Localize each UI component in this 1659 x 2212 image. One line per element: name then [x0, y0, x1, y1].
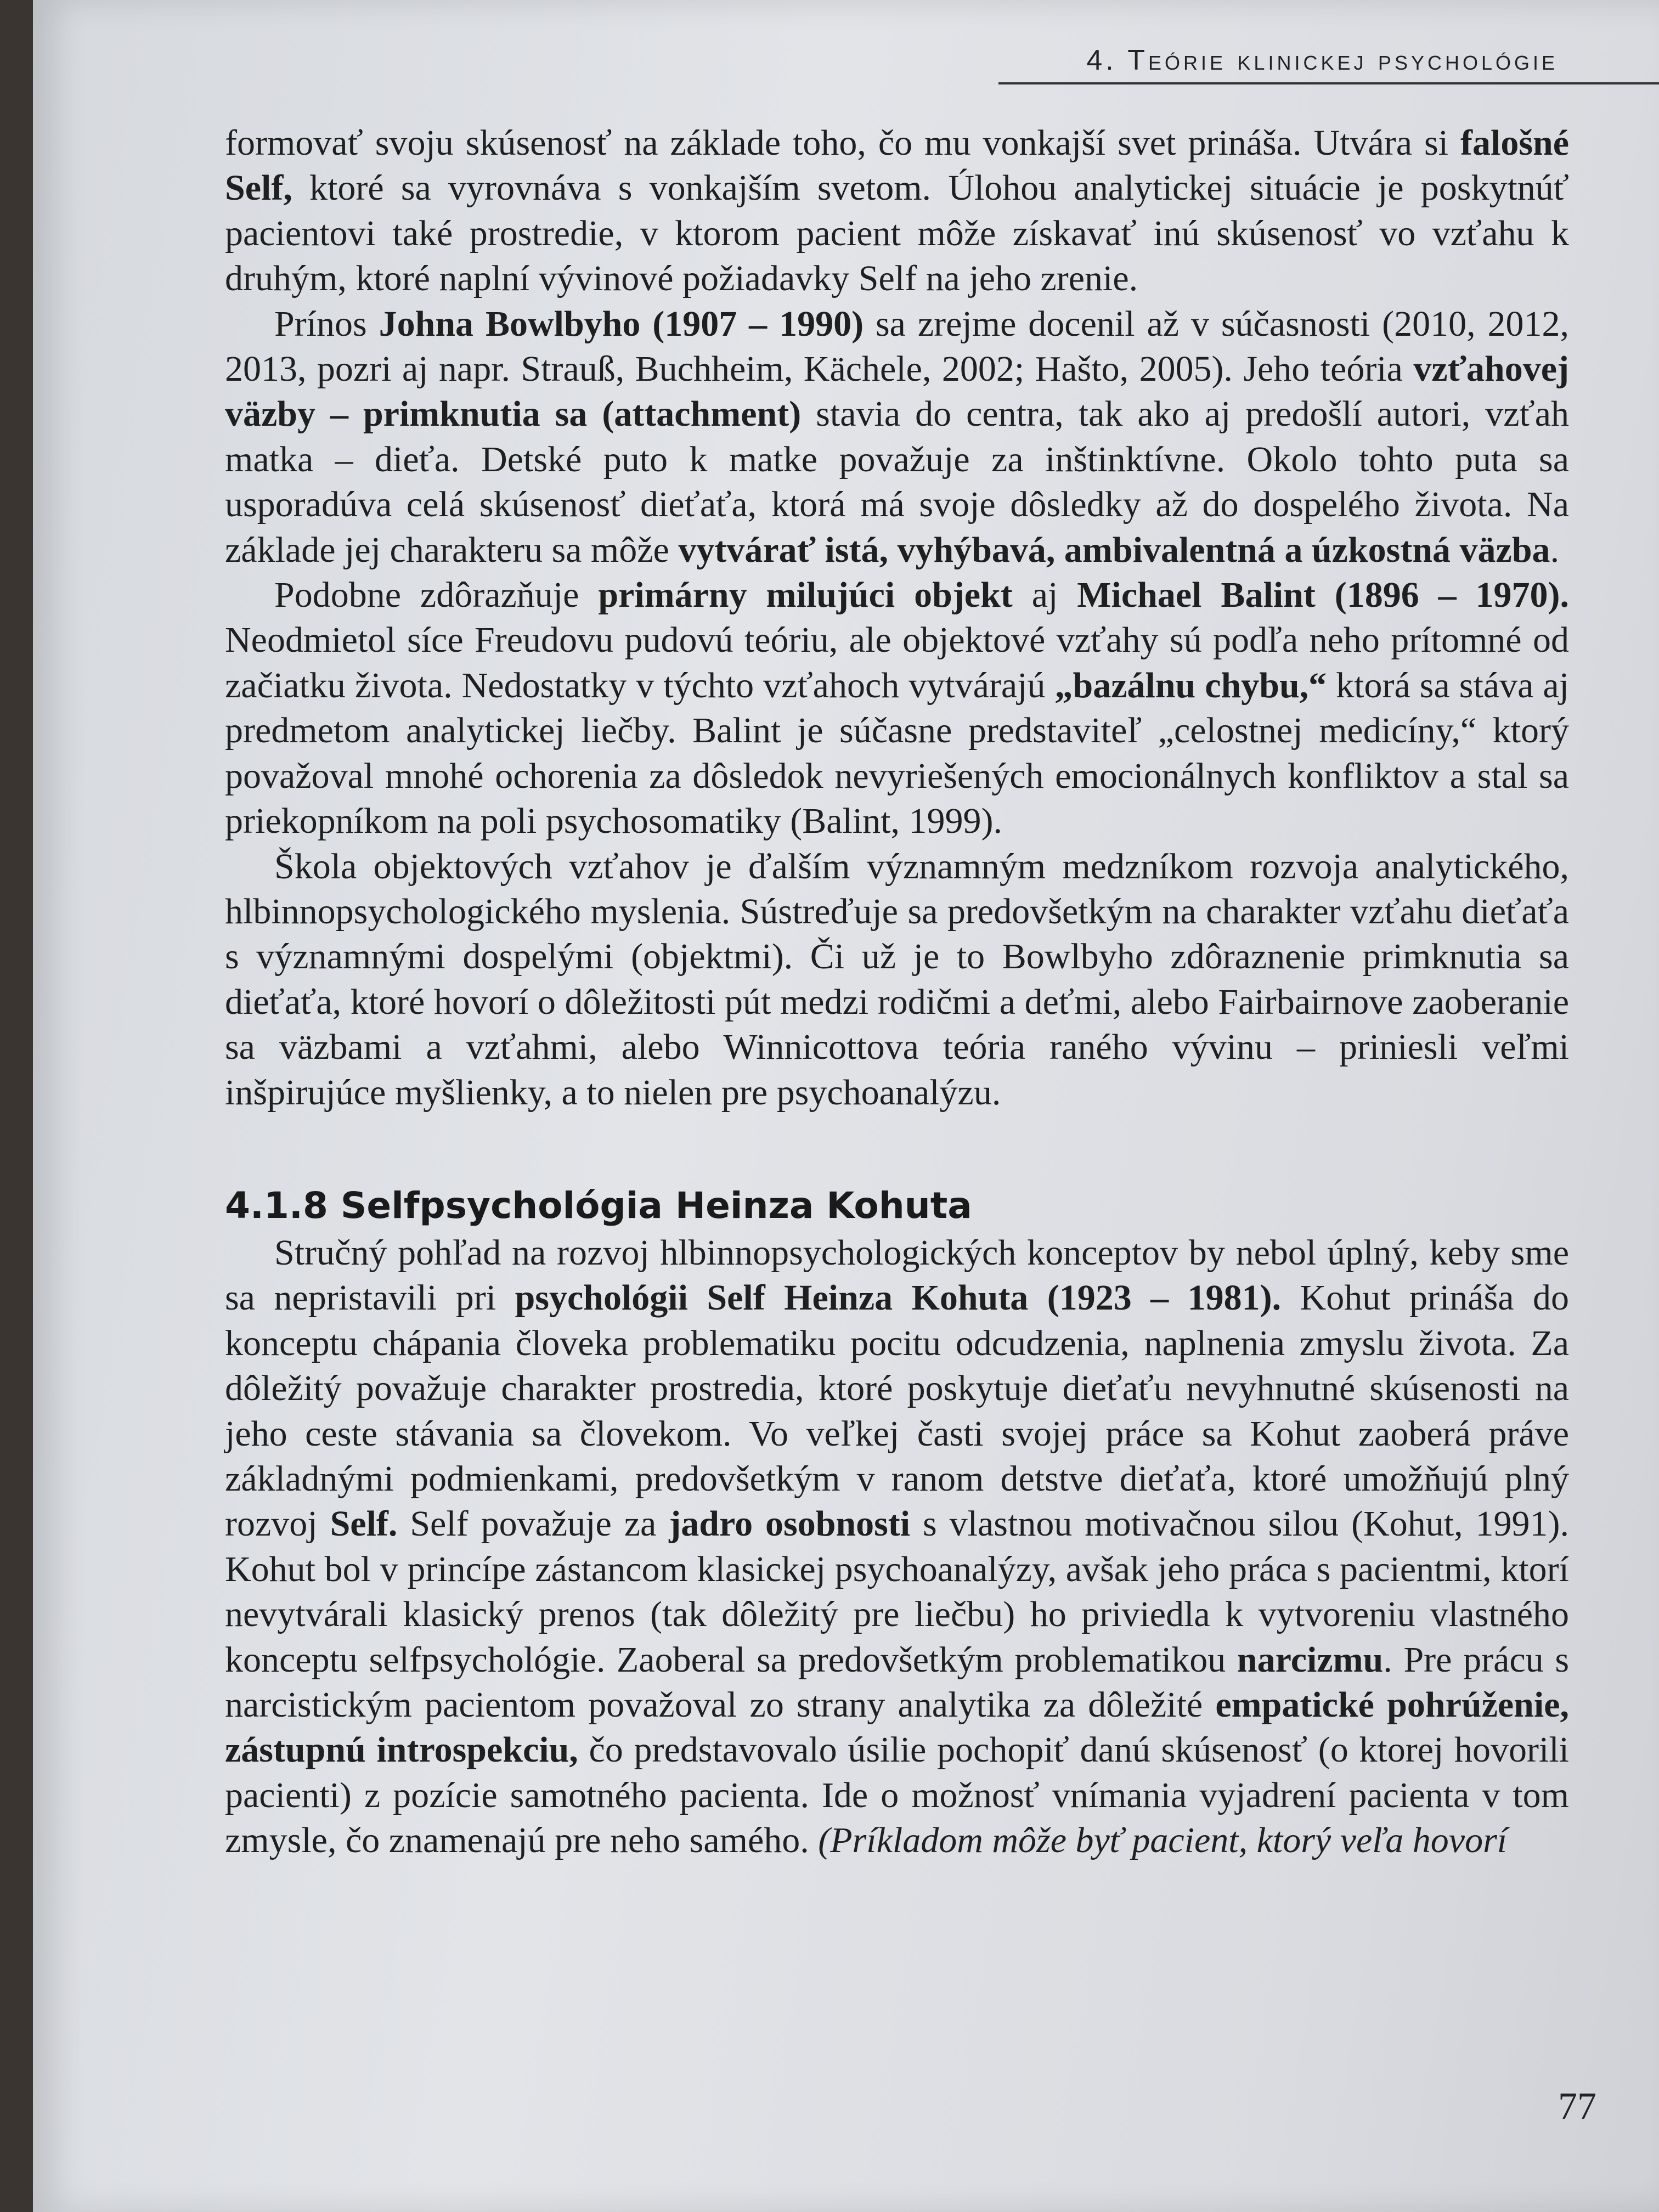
text-run: . Pre prácu s narcistickým pacientom považoval zo strany analytika za dôležité [225, 1639, 1570, 1725]
bold-term: psychológii Self Heinza Kohuta (1923 – 1981). [515, 1278, 1282, 1318]
text-run: ktoré sa vyrovnáva s vonkajším svetom. Úlohou analytickej situácie je poskytnúť pacientovi také prostredie, v ktorom pacient môže získavať inú skúsenosť vo vzťahu k druhým, ktoré naplní vývinové požiadavky Self na jeho zrenie. [225, 168, 1569, 299]
text-run: čo predstavovalo úsilie pochopiť danú skúsenosť (o ktorej hovorili pacienti) z pozície samotného pacienta. Ide o možnosť vnímania vyjadrení pacienta v tom zmysle, čo znamenajú pre neho samého. [225, 1730, 1569, 1861]
bold-term: Johna Bowlbyho (1907 – 1990) [379, 303, 864, 344]
text-run: Neodmietol síce Freudovu pudovú teóriu, ale objektové vzťahy sú podľa neho prítomné od začiatku života. Nedostatky v týchto vzťahoch vytvárajú [225, 620, 1569, 706]
text-run: . [1550, 529, 1560, 570]
text-run: Prínos [274, 303, 379, 344]
bold-term: empatické pohrúženie, zástupnú introspekciu, [225, 1685, 1569, 1770]
text-run: aj [1012, 575, 1077, 616]
text-run: formovať svoju skúsenosť na základe toho, čo mu vonkajší svet prináša. Utvára si [225, 123, 1460, 163]
text-run: Self považuje za [397, 1504, 669, 1544]
text-run: Škola objektových vzťahov je ďalším významným medzníkom rozvoja analytického, hlbinnopsychologického myslenia. Sústreďuje sa predovšetkým na charakter vzťahu dieťaťa s významnými dospelými (objektmi). Či už je to Bowlbyho zdôraznenie primknutia sa dieťaťa, ktoré hovorí o dôležitosti pút medzi rodičmi a deťmi, alebo Fairbairnove zaoberanie sa väzbami a vzťahmi, alebo Winnicottova teória raného vývinu – priniesli veľmi inšpirujúce myšlienky, a to nielen pre psychoanalýzu. [225, 846, 1569, 1113]
bold-term: Michael Balint (1896 – 1970). [1077, 575, 1569, 616]
paragraph [225, 573, 1569, 844]
text-run: sa zrejme docenil až v súčasnosti (2010, 2012, 2013, pozri aj napr. Strauß, Buchheim, Kächele, 2002; Hašto, 2005). Jeho teória [225, 303, 1569, 390]
text-run: Stručný pohľad na rozvoj hlbinnopsychologických konceptov by nebol úplný, keby sme sa nepristavili pri [225, 1232, 1569, 1318]
text-run: Podobne zdôrazňuje [274, 575, 599, 616]
running-head [998, 38, 1659, 84]
text-run: stavia do centra, tak ako aj predošlí autori, vzťah matka – dieťa. Detské puto k matke považuje za inštinktívne. Okolo tohto puta sa usporadúva celá skúsenosť dieťaťa, ktorá má svoje dôsledky až do dospelého života. Na základe jej charakteru sa môže [225, 394, 1570, 570]
paragraphs-section [225, 1231, 1569, 1864]
bold-term: Self. [330, 1504, 398, 1544]
bold-term: narcizmu [1237, 1639, 1384, 1680]
page-number: 77 [1558, 2085, 1596, 2128]
bold-term: vzťahovej väzby – primknutia sa (attachment) [225, 349, 1569, 435]
paragraphs-top [225, 121, 1569, 1115]
bold-term: vytvárať istá, vyhýbavá, ambivalentná a úzkostná väzba [678, 529, 1550, 570]
text-run: s vlastnou motivačnou silou (Kohut, 1991). Kohut bol v princípe zástancom klasickej psychoanalýzy, avšak jeho práca s pacientmi, ktorí nevytvárali klasický prenos (tak dôležitý pre liečbu) ho priviedla k vytvoreniu vlastného konceptu selfpsychológie. Zaoberal sa predovšetkým problematikou [225, 1504, 1570, 1680]
paragraph [225, 844, 1569, 1115]
section-gap [225, 1115, 1569, 1181]
section-heading: 4.1.8 Selfpsychológia Heinza Kohuta [225, 1184, 972, 1227]
bold-term: primárny milujúci objekt [598, 575, 1013, 616]
italic-text: (Príkladom môže byť pacient, ktorý veľa hovorí [818, 1820, 1508, 1861]
book-page [33, 0, 1659, 2212]
text-run: ktorá sa stáva aj predmetom analytickej liečby. Balint je súčasne predstaviteľ „celostnej medicíny,“ ktorý považoval mnohé ochorenia za dôsledok nevyriešených emocionálnych konfliktov a stal sa priekopníkom na poli psychosomatiky (Balint, 1999). [225, 665, 1569, 842]
bold-term: falošné Self, [225, 123, 1569, 208]
body-text [225, 121, 1569, 1864]
paragraph [225, 1231, 1569, 1864]
bold-term: jadro osobnosti [669, 1504, 911, 1544]
bold-term: „bazálnu chybu,“ [1054, 665, 1327, 706]
text-run: Kohut prináša do konceptu chápania človeka problematiku pocitu odcudzenia, naplnenia zmyslu života. Za dôležitý považuje charakter prostredia, ktoré poskytuje dieťaťu nevyhnutné skúsenosti na jeho ceste stávania sa človekom. Vo veľkej časti svojej práce sa Kohut zaoberá práve základnými podmienkami, predovšetkým v ranom detstve dieťaťa, ktoré umožňujú plný rozvoj [225, 1278, 1570, 1544]
paragraph [225, 302, 1569, 573]
paragraph [225, 121, 1569, 302]
running-head-text: 4. Teórie klinickej psychológie [1086, 44, 1558, 76]
